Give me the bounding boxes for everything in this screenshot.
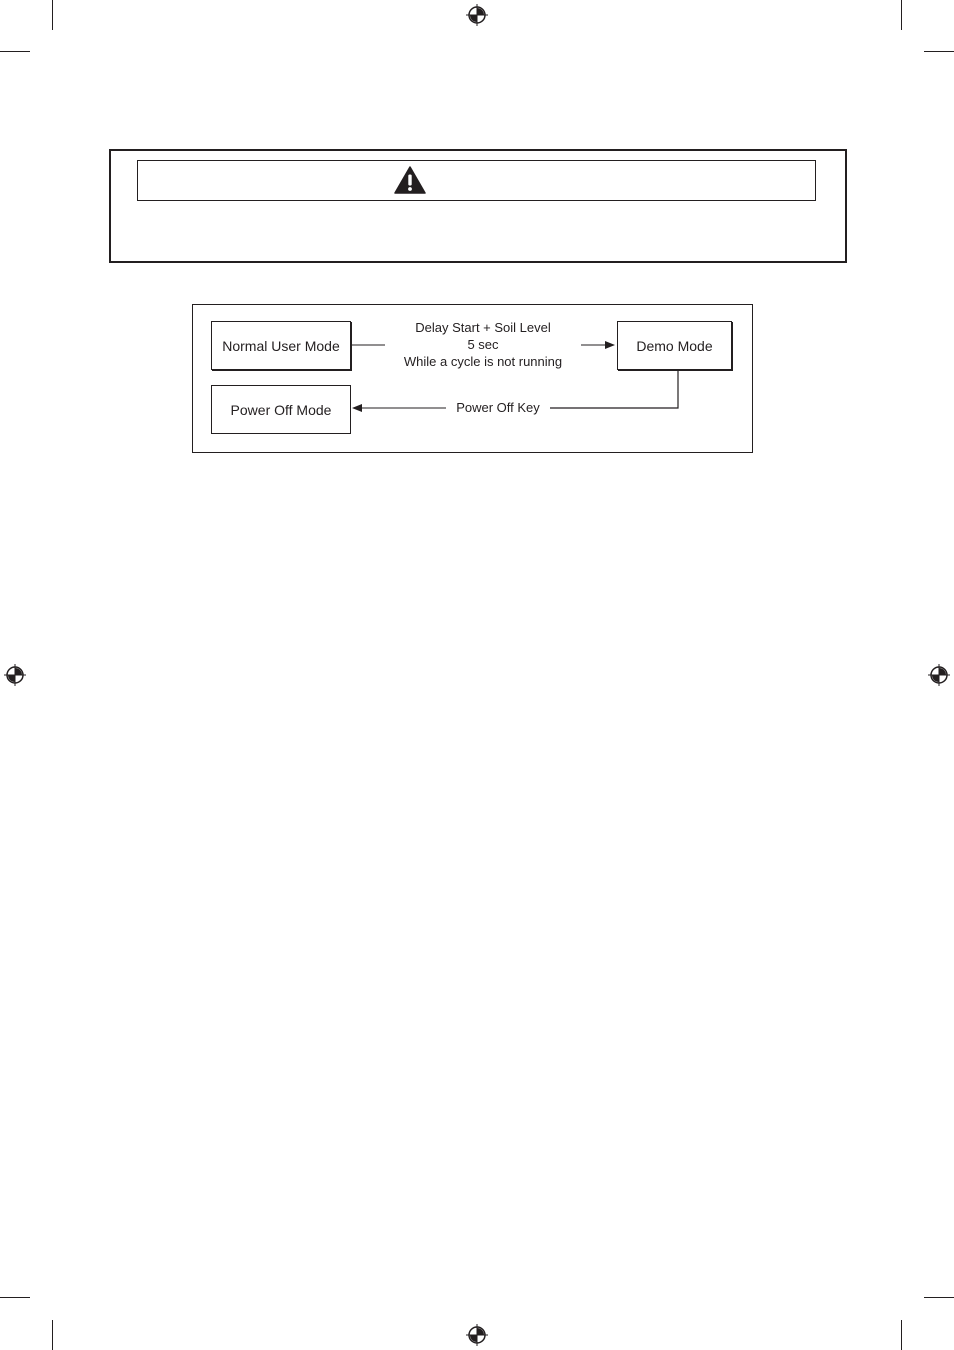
registration-mark-icon: [466, 1324, 488, 1346]
node-normal-user-mode: [211, 321, 351, 370]
crop-mark-bottom-right-vertical: [901, 1320, 902, 1350]
crop-mark-top-right-vertical: [901, 0, 902, 30]
warning-header-bar: [137, 160, 816, 201]
edge-label-to-demo: [386, 319, 580, 370]
node-label: Power Off Mode: [230, 401, 332, 418]
edge-label-line: While a cycle is not running: [403, 354, 563, 369]
crop-mark-bottom-left-horizontal: [0, 1297, 30, 1298]
node-label: Demo Mode: [636, 337, 713, 354]
registration-mark-icon: [928, 664, 950, 686]
registration-mark-icon: [4, 664, 26, 686]
crop-mark-bottom-right-horizontal: [924, 1297, 954, 1298]
crop-mark-top-left-horizontal: [0, 51, 30, 52]
node-label: Normal User Mode: [222, 337, 340, 354]
registration-mark-icon: [466, 4, 488, 26]
edge-label-line: Delay Start + Soil Level: [415, 320, 551, 335]
warning-triangle-icon: [394, 166, 426, 194]
node-demo-mode: [617, 321, 732, 370]
crop-mark-bottom-left-vertical: [52, 1320, 53, 1350]
edge-label-line: 5 sec: [467, 337, 499, 352]
crop-mark-top-right-horizontal: [924, 51, 954, 52]
crop-mark-top-left-vertical: [52, 0, 53, 30]
node-power-off-mode: [211, 385, 351, 434]
edge-label-to-power-off: Power Off Key: [456, 400, 540, 415]
